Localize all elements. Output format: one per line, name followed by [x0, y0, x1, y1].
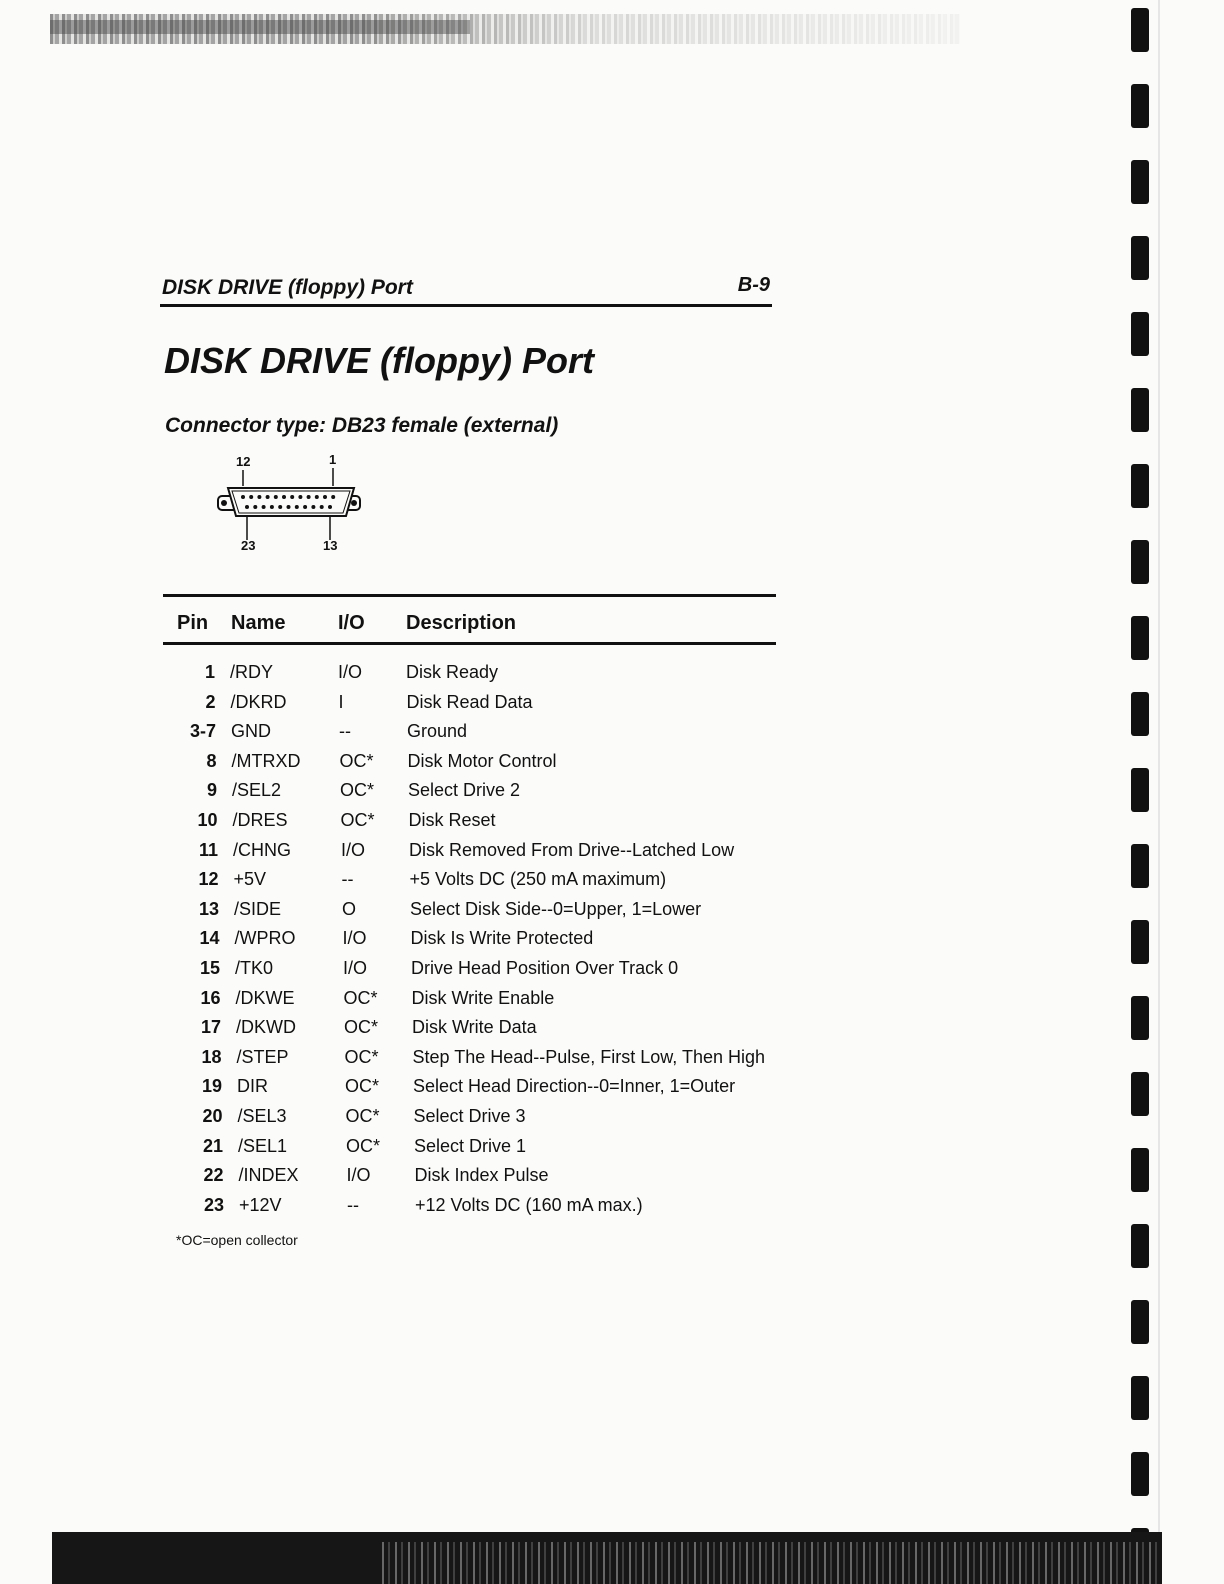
binding-hole [1131, 1376, 1149, 1420]
connector-pin [282, 495, 286, 499]
table-row [163, 1076, 776, 1104]
binding-hole [1131, 1300, 1149, 1344]
row-name: +12V [239, 1194, 282, 1215]
binding-hole [1131, 1452, 1149, 1496]
binding-hole [1131, 616, 1149, 660]
table-row [163, 1106, 776, 1134]
binding-hole [1131, 84, 1149, 128]
row-pin: 21 [202, 1135, 223, 1156]
table-row [163, 958, 776, 986]
table-row [163, 721, 776, 749]
row-io: OC* [344, 1017, 379, 1038]
row-pin: 23 [203, 1194, 224, 1215]
row-description: Disk Write Enable [411, 987, 555, 1008]
header-description: Description [406, 612, 517, 634]
row-description: Select Drive 2 [408, 780, 521, 801]
row-description: Ground [407, 721, 468, 742]
connector-pin [311, 505, 315, 509]
connector-label-1: 1 [329, 452, 337, 467]
connector-pin [278, 505, 282, 509]
connector-pin [270, 505, 274, 509]
row-io: I/O [341, 839, 366, 860]
row-io: I [338, 691, 344, 712]
row-pin: 14 [199, 928, 220, 949]
row-name: /MTRXD [231, 750, 301, 771]
row-pin: 12 [198, 869, 219, 890]
row-io: OC* [340, 810, 375, 830]
row-name: DIR [237, 1076, 268, 1097]
connector-pin [320, 505, 324, 509]
row-name: /INDEX [238, 1165, 299, 1186]
binding-hole [1131, 996, 1149, 1040]
row-name: GND [231, 721, 271, 742]
table-header-rule [163, 642, 776, 645]
connector-pin [303, 505, 307, 509]
row-io: O [342, 898, 357, 919]
row-io: -- [347, 1194, 359, 1215]
binding-hole [1131, 920, 1149, 964]
row-description: Disk Read Data [406, 691, 533, 712]
binding-hole [1131, 1224, 1149, 1268]
row-name: /SEL2 [232, 780, 282, 801]
header-io: I/O [338, 612, 365, 634]
row-pin: 17 [200, 1017, 221, 1038]
binding-hole [1131, 1072, 1149, 1116]
connector-pin [315, 495, 319, 499]
row-description: Drive Head Position Over Track 0 [411, 958, 679, 978]
binding-hole [1131, 388, 1149, 432]
row-name: /SEL3 [237, 1106, 287, 1126]
row-io: OC* [340, 780, 375, 801]
connector-pin [331, 495, 335, 499]
row-pin: 3-7 [189, 721, 216, 742]
footnote: *OC=open collector [176, 1232, 298, 1248]
row-description: Disk Ready [406, 662, 499, 682]
row-pin: 1 [204, 662, 215, 682]
binding-hole [1131, 8, 1149, 52]
connector-pin [287, 505, 291, 509]
row-description: Select Drive 3 [413, 1106, 526, 1126]
header-name: Name [231, 612, 286, 634]
row-name: /DKWD [236, 1017, 296, 1038]
connector-label-23: 23 [241, 538, 256, 553]
connector-pin [323, 495, 327, 499]
connector-pin [241, 495, 245, 499]
binding-hole [1131, 844, 1149, 888]
row-io: -- [339, 721, 351, 742]
row-io: OC* [339, 750, 374, 771]
connector-pin [257, 495, 261, 499]
connector-subtitle: Connector type: DB23 female (external) [165, 414, 559, 437]
page-number: B-9 [737, 274, 770, 296]
row-io: I/O [343, 958, 368, 978]
connector-label-13: 13 [323, 538, 338, 553]
binding-hole [1131, 312, 1149, 356]
table-row [163, 1165, 776, 1193]
connector-pin [274, 495, 278, 499]
binding-hole [1131, 464, 1149, 508]
row-io: I/O [346, 1165, 371, 1186]
row-pin: 16 [200, 987, 221, 1008]
scan-artifact-bottom [52, 1532, 1162, 1584]
table-row [163, 840, 776, 868]
page-title: DISK DRIVE (floppy) Port [164, 340, 594, 381]
connector-pin [328, 505, 332, 509]
row-description: Disk Write Data [412, 1017, 537, 1038]
row-pin: 15 [199, 958, 220, 978]
table-row [163, 662, 776, 690]
table-row [163, 692, 776, 720]
binding-hole [1131, 160, 1149, 204]
row-name: /DRES [232, 810, 288, 830]
table-row [163, 780, 776, 808]
table-row [163, 810, 776, 838]
binding-hole [1131, 540, 1149, 584]
row-description: Disk Reset [408, 810, 496, 830]
row-pin: 19 [201, 1076, 222, 1097]
binding-hole [1131, 1148, 1149, 1192]
row-description: Disk Is Write Protected [410, 928, 594, 949]
row-name: +5V [233, 869, 267, 890]
header-pin: Pin [177, 612, 209, 634]
table-row [163, 1017, 776, 1045]
connector-pin [295, 505, 299, 509]
table-row [163, 1136, 776, 1164]
row-pin: 2 [205, 691, 216, 712]
table-top-rule [163, 594, 776, 597]
scan-artifact-top-dark [50, 20, 470, 34]
table-row [163, 751, 776, 779]
row-io: OC* [344, 1046, 379, 1067]
row-pin: 9 [206, 780, 217, 801]
table-row [163, 899, 776, 927]
row-pin: 22 [203, 1165, 224, 1186]
page-edge [1158, 0, 1160, 1584]
row-io: -- [341, 869, 354, 890]
row-pin: 18 [201, 1046, 222, 1067]
row-io: OC* [346, 1135, 381, 1156]
running-header [160, 272, 772, 307]
row-pin: 20 [202, 1106, 223, 1126]
running-header-title: DISK DRIVE (floppy) Port [162, 276, 413, 299]
connector-pin [290, 495, 294, 499]
row-description: Disk Index Pulse [414, 1165, 549, 1186]
row-name: /DKWE [235, 987, 295, 1008]
row-io: I/O [342, 928, 367, 949]
row-name: /WPRO [234, 928, 296, 949]
row-name: /SIDE [234, 898, 282, 919]
connector-pin [266, 495, 270, 499]
table-row [163, 928, 776, 956]
row-name: /SEL1 [238, 1135, 288, 1156]
connector-label-12: 12 [236, 454, 251, 469]
table-row [163, 1195, 776, 1223]
row-description: Disk Removed From Drive--Latched Low [409, 839, 735, 860]
row-io: OC* [343, 987, 378, 1008]
row-description: Select Head Direction--0=Inner, 1=Outer [413, 1076, 736, 1097]
row-description: Disk Motor Control [407, 750, 557, 771]
binding-hole [1131, 692, 1149, 736]
row-pin: 11 [198, 839, 218, 860]
table-row [163, 1047, 776, 1075]
row-description: +12 Volts DC (160 mA max.) [415, 1194, 643, 1215]
row-io: OC* [345, 1106, 380, 1126]
row-name: /STEP [236, 1046, 289, 1067]
row-io: I/O [338, 662, 363, 682]
table-row [163, 869, 776, 897]
connector-pin [307, 495, 311, 499]
row-io: OC* [345, 1076, 380, 1097]
connector-pin [262, 505, 266, 509]
connector-pin [249, 495, 253, 499]
row-name: /CHNG [233, 839, 291, 860]
connector-pin [298, 495, 302, 499]
db23-connector-diagram [212, 452, 372, 556]
connector-pin [245, 505, 249, 509]
binding-hole [1131, 768, 1149, 812]
db23-connector-icon [212, 466, 372, 544]
row-description: +5 Volts DC (250 mA maximum) [409, 869, 667, 890]
row-name: /RDY [230, 662, 274, 682]
row-description: Step The Head--Pulse, First Low, Then High [412, 1046, 766, 1067]
row-description: Select Drive 1 [414, 1135, 527, 1156]
row-pin: 10 [197, 810, 218, 830]
row-name: /TK0 [235, 958, 274, 978]
row-description: Select Disk Side--0=Upper, 1=Lower [410, 898, 702, 919]
row-pin: 13 [198, 898, 219, 919]
table-row [163, 988, 776, 1016]
connector-pin [253, 505, 257, 509]
row-name: /DKRD [230, 691, 287, 712]
binding-hole [1131, 236, 1149, 280]
row-pin: 8 [206, 750, 217, 771]
